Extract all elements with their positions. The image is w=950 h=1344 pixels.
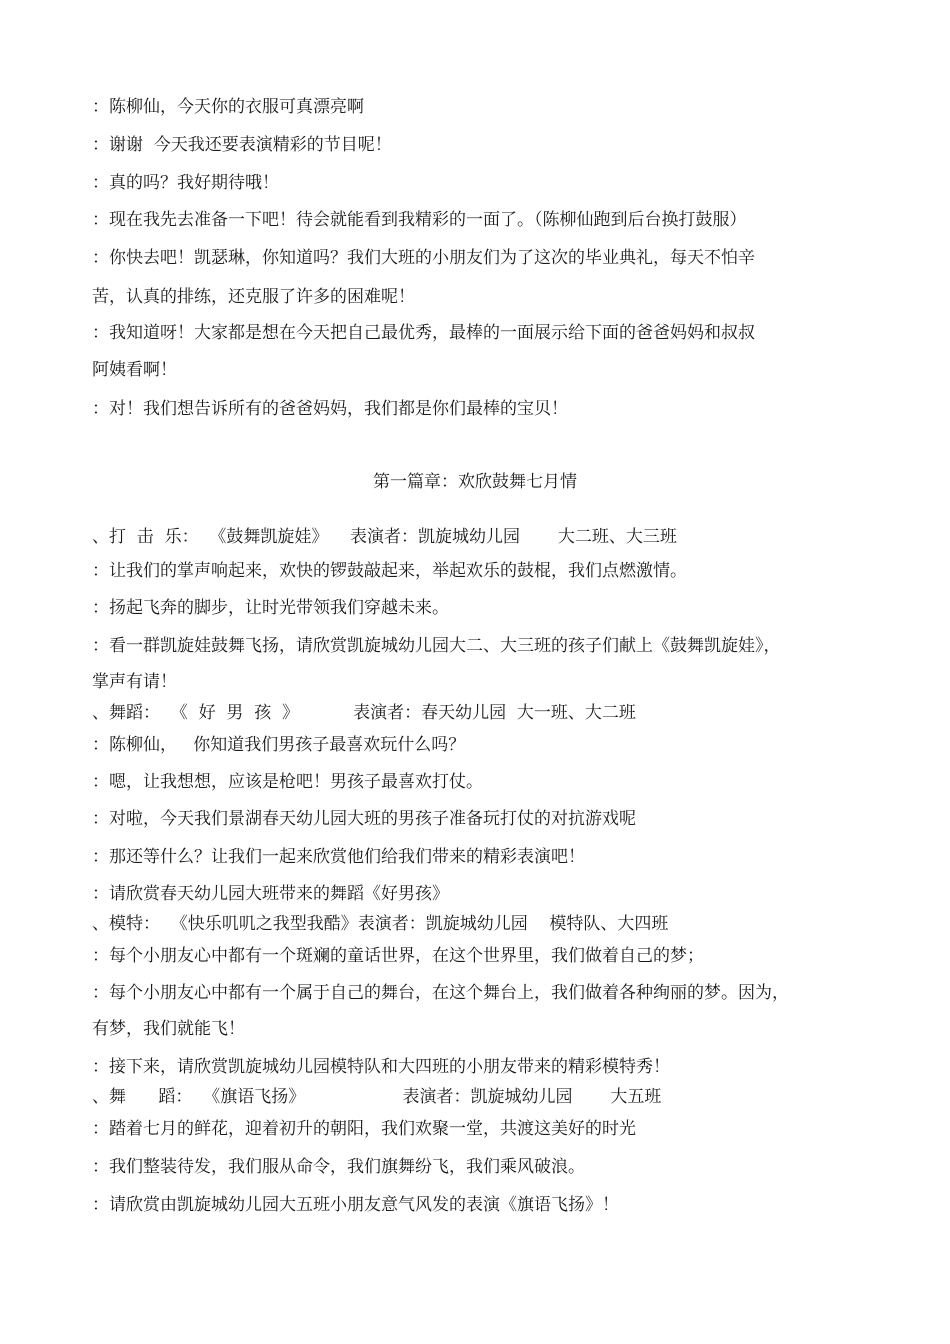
dialogue-line: ：每个小朋友心中都有一个斑斓的童话世界，在这个世界里，我们做着自己的梦； [92,946,704,966]
dialogue-line: ：接下来，请欣赏凯旋城幼儿园模特队和大四班的小朋友带来的精彩模特秀！ [92,1057,670,1077]
program-item-title: 、舞蹈： 《 好 男 孩 》 表演者：春天幼儿园 大一班、大二班 [92,703,636,723]
dialogue-line: ：现在我先去准备一下吧！待会就能看到我精彩的一面了。（陈柳仙跑到后台换打鼓服） [92,210,747,230]
dialogue-line-continuation: 阿姨看啊！ [92,360,177,380]
program-item-title: 、打 击 乐： 《鼓舞凯旋娃》 表演者：凯旋城幼儿园 大二班、大三班 [92,527,677,547]
dialogue-line-continuation: 掌声有请！ [92,672,177,692]
dialogue-line: ：对！我们想告诉所有的爸爸妈妈，我们都是你们最棒的宝贝！ [92,399,568,419]
dialogue-line: ：陈柳仙，今天你的衣服可真漂亮啊 [92,97,364,117]
dialogue-line: ：看一群凯旋娃鼓舞飞扬，请欣赏凯旋城幼儿园大二、大三班的孩子们献上《鼓舞凯旋娃》， [92,636,781,656]
dialogue-line: ：让我们的掌声响起来，欢快的锣鼓敲起来，举起欢乐的鼓棍，我们点燃激情。 [92,561,687,581]
dialogue-line: ：请欣赏由凯旋城幼儿园大五班小朋友意气风发的表演《旗语飞扬》！ [92,1195,619,1215]
dialogue-line: ：你快去吧！凯瑟琳，你知道吗？我们大班的小朋友们为了这次的毕业典礼，每天不怕辛 [92,248,755,268]
dialogue-line: ：真的吗？我好期待哦！ [92,173,279,193]
program-item-title: 、模特： 《快乐叽叽之我型我酷》表演者：凯旋城幼儿园 模特队、大四班 [92,914,669,934]
chapter-title: 第一篇章：欢欣鼓舞七月情 [373,472,577,492]
dialogue-line: ：陈柳仙， 你知道我们男孩子最喜欢玩什么吗？ [92,735,466,755]
program-item-title: 、舞 蹈： 《旗语飞扬》 表演者：凯旋城幼儿园 大五班 [92,1087,662,1107]
dialogue-line: ：我知道呀！大家都是想在今天把自己最优秀，最棒的一面展示给下面的爸爸妈妈和叔叔 [92,323,755,343]
dialogue-line-continuation: 苦，认真的排练，还克服了许多的困难呢！ [92,287,415,307]
dialogue-line: ：每个小朋友心中都有一个属于自己的舞台，在这个舞台上，我们做着各种绚丽的梦。因为， [92,983,789,1003]
dialogue-line: ：我们整装待发，我们服从命令，我们旗舞纷飞，我们乘风破浪。 [92,1157,585,1177]
dialogue-line: ：谢谢 今天我还要表演精彩的节目呢！ [92,135,392,155]
dialogue-line: ：那还等什么？让我们一起来欣赏他们给我们带来的精彩表演吧！ [92,847,585,867]
dialogue-line-continuation: 有梦，我们就能飞！ [92,1019,245,1039]
dialogue-line: ：嗯，让我想想，应该是枪吧！男孩子最喜欢打仗。 [92,772,483,792]
dialogue-line: ：请欣赏春天幼儿园大班带来的舞蹈《好男孩》 [92,884,449,904]
dialogue-line: ：对啦，今天我们景湖春天幼儿园大班的男孩子准备玩打仗的对抗游戏呢 [92,809,636,829]
dialogue-line: ：踏着七月的鲜花，迎着初升的朝阳，我们欢聚一堂，共渡这美好的时光 [92,1119,636,1139]
dialogue-line: ：扬起飞奔的脚步，让时光带领我们穿越未来。 [92,598,449,618]
